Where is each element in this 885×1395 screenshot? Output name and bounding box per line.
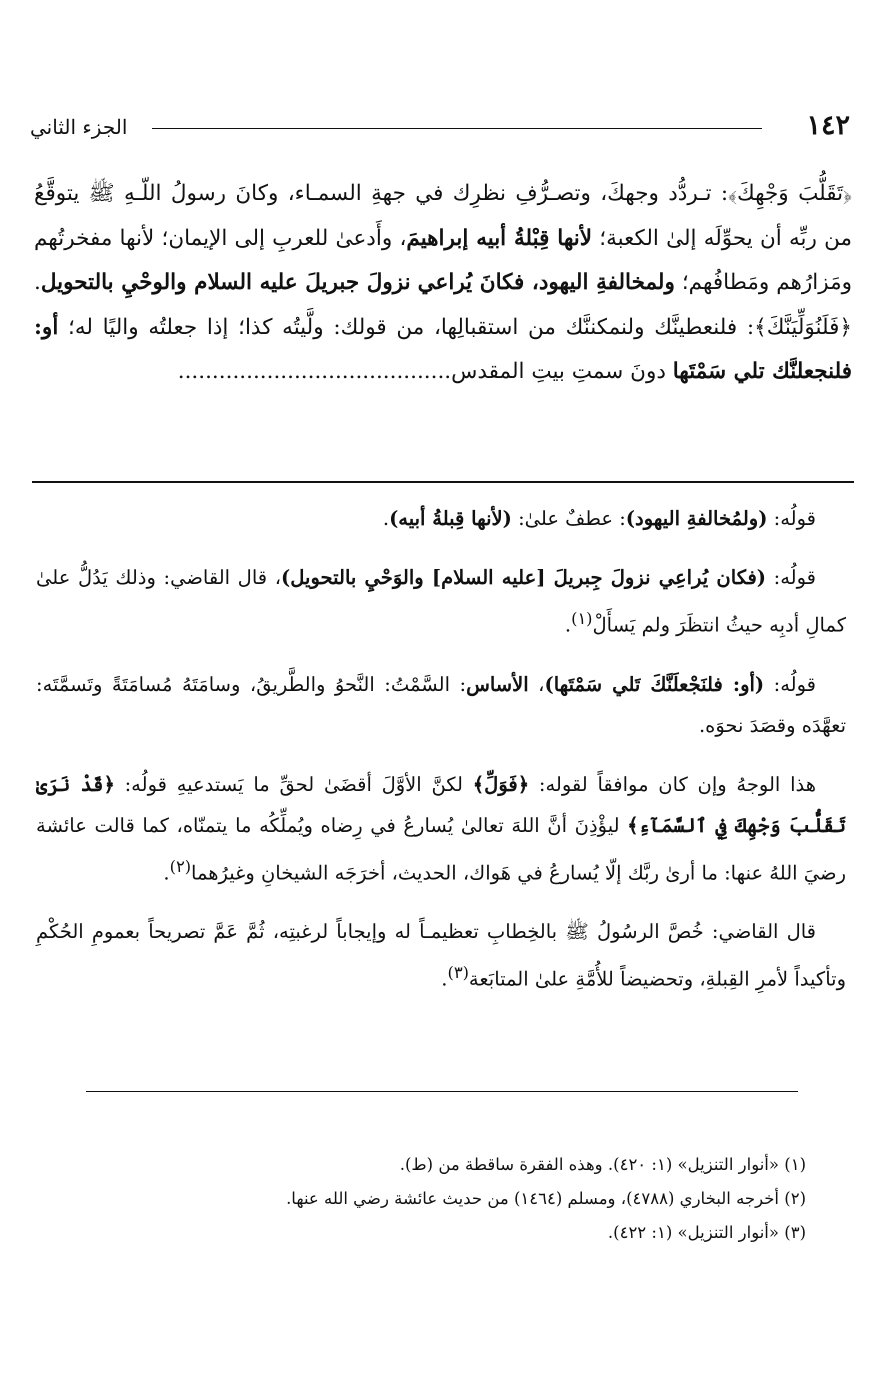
- commentary-text: ، قال القاضي: وذلك يَدُلُّ علىٰ كمالِ أدبِه حيثُ انتظَرَ ولم يَسأَلْ: [36, 566, 846, 637]
- main-line-3-bold: ولمخالفةِ اليهود، فكانَ يُراعي: [417, 270, 675, 295]
- quran-quote: ﴿فَوَلِّ﴾: [472, 772, 530, 796]
- commentary-text: .: [163, 861, 170, 884]
- main-line-6-dots: ........................................: [177, 359, 452, 384]
- main-line-4-bold: نزولَ جبريلَ عليه السلام والوحْيِ بالتحويل: [40, 270, 411, 295]
- commentary-text: ،: [528, 672, 545, 696]
- footnote-separator: [86, 1091, 798, 1092]
- commentary-text: قال القاضي: خُصَّ الرسُولُ ﷺ بالخِطابِ تعظيمـاً له وإيجاباً لرغبتِه، ثُمَّ عَمَّ تصريحاً بعمومِ الحُكْمِ وتأكيداً لأمرِ القِبلةِ، وتحضيضاً للأُمَّةِ علىٰ المتابَعة: [36, 920, 846, 991]
- commentary-paragraph-2: [36, 557, 846, 646]
- commentary-text: .: [382, 507, 390, 530]
- text-separator: [32, 481, 854, 483]
- main-line-2-end: ، وأَدعىٰ: [335, 225, 407, 251]
- page-header: [30, 108, 850, 148]
- main-line-1: ﴿تَقَلُّبَ وَجْهِكَ﴾: تـردُّد وجهكَ، وتصـرُّفِ نظرِك في جهةِ السمـاء، وكانَ: [235, 181, 852, 206]
- quoted-phrase: (لأنها قِبلةُ أبيه): [389, 507, 512, 530]
- commentary-text: قولُه:: [766, 566, 816, 589]
- quoted-phrase: (ولمُخالفةِ اليهود): [625, 507, 768, 530]
- quoted-phrase: (فكان يُراعِي نزولَ جِبريلَ [عليه السلام] والوَحْيِ بالتحويل): [281, 566, 767, 589]
- commentary-paragraph-5: [36, 911, 846, 1000]
- source-name: الأساس: [466, 672, 529, 696]
- commentary-paragraph-3: [36, 664, 846, 746]
- commentary-text: هذا الوجهُ وإن كان موافقاً لقوله:: [529, 772, 817, 796]
- footnote-ref-3[interactable]: (٣): [447, 963, 469, 982]
- footnote-ref-1[interactable]: (١): [571, 609, 593, 628]
- main-text-paragraph: [34, 172, 852, 395]
- running-title: الجزء الثاني: [30, 115, 128, 139]
- commentary-paragraph-4: [36, 764, 846, 894]
- commentary-text: قولُه:: [767, 507, 816, 530]
- main-line-2-bold: لأنها قِبْلةُ أبيه إبراهيمَ: [406, 225, 593, 251]
- main-line-4: . ﴿فَلَنُوَلِّيَنَّكَ﴾: فلنعطينَّك ولنمكننَّك: [34, 270, 852, 340]
- footnote-ref-2[interactable]: (٢): [169, 856, 192, 876]
- quran-quote: ﴿قَدْ نَرَىٰ تَقَلُّبَ وَجْهِكَ فِي ٱلسَّمَآءِ﴾: [36, 772, 846, 837]
- footnotes: [86, 1148, 806, 1250]
- footnote-3: (٣) «أنوار التنزيل» (١: ٤٢٢).: [607, 1223, 806, 1242]
- main-line-6: سمتِ بيتِ المقدس: [451, 359, 624, 384]
- quoted-phrase: (أو: فلنَجْعلَنَّكَ تَلي سَمْتَها): [544, 672, 765, 696]
- main-text: [34, 172, 852, 395]
- main-line-5-bold: أو: فلنجعلنَّك تلي سَمْتَها: [34, 314, 852, 384]
- commentary-paragraph-1: [36, 498, 846, 539]
- main-line-3: للعربِ إلى الإيمان؛ لأنها مفخرتُهم ومَزارُهم ومَطافُهم؛: [34, 225, 852, 295]
- header-rule: [152, 128, 762, 129]
- main-line-5: من استقبالِها، من قولك: ولَّيتُه كذا؛ إذا جعلتُه واليًا له؛: [58, 314, 556, 340]
- page-number: ١٤٢: [806, 110, 850, 141]
- commentary-text: ليؤْذِنَ أنَّ اللهَ تعالىٰ يُسارعُ في رِضاه ويُملِّكُه ما يتمنّاه، كما قالت عائشة رضيَ اللهُ عنها: ما أرىٰ ربَّك إلّا يُسارعُ في هَواك، الحديث، أخرَجَه الشيخانِ وغيرُهما: [36, 813, 846, 884]
- main-line-2: رسولُ اللّـهِ ﷺ يتوقَّعُ من ربِّه أن يحوِّلَه إلىٰ الكعبة؛: [34, 181, 852, 251]
- footnote-1: (١) «أنوار التنزيل» (١: ٤٢٠). وهذه الفقرة ساقطة من (ط).: [399, 1155, 806, 1174]
- commentary-text: : السَّمْتُ: النَّحوُ والطَّريقُ، وسامَتَهُ مُسامَتَةً وتَسمَّتَه: تعهَّدَه وقصَدَ نحوَه.: [36, 672, 846, 737]
- commentary-text: : عطفٌ علىٰ:: [511, 507, 626, 530]
- commentary-text: .: [564, 613, 572, 637]
- commentary-text: قولُه:: [764, 672, 816, 696]
- footnote-2: (٢) أخرجه البخاري (٤٧٨٨)، ومسلم (١٤٦٤) من حديث عائشة رضي الله عنها.: [286, 1189, 806, 1208]
- commentary-text: لكنَّ الأوَّلَ أقضَىٰ لحقِّ ما يَستدعيهِ قولُه:: [114, 772, 473, 796]
- commentary: [36, 498, 846, 1000]
- commentary-text: .: [441, 967, 448, 991]
- main-line-5-end: دونَ: [630, 359, 673, 384]
